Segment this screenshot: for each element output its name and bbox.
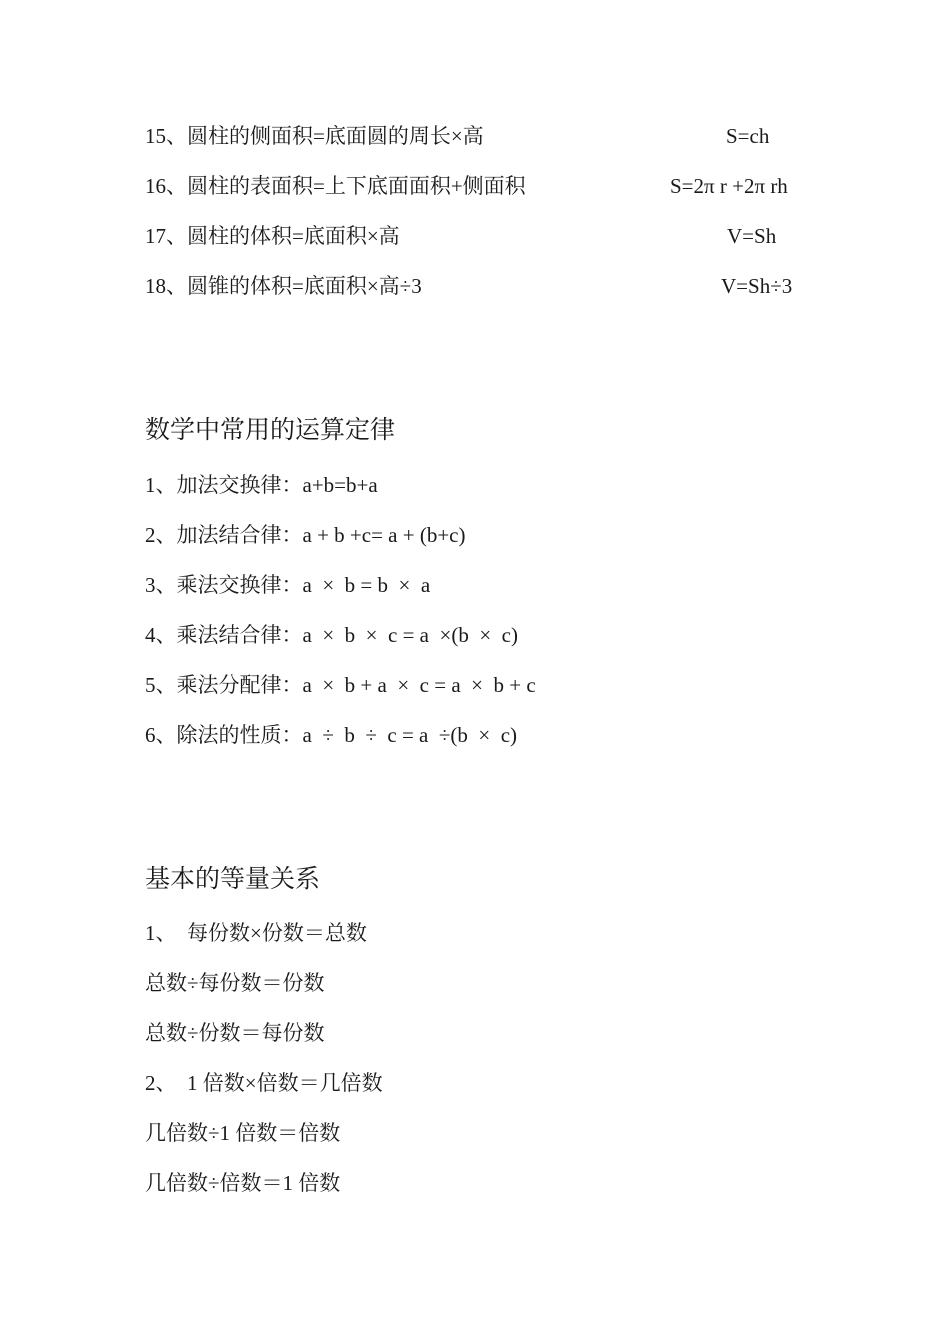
law-item: 1、加法交换律：a+b=b+a xyxy=(145,473,378,497)
formula-expression: V=Sh xyxy=(727,224,777,248)
relation-item: 总数÷份数＝每份数 xyxy=(145,1021,325,1045)
law-item: 4、乘法结合律：a × b × c = a ×(b × c) xyxy=(145,623,518,647)
law-item: 2、加法结合律：a + b +c= a + (b+c) xyxy=(145,523,466,547)
law-item: 5、乘法分配律：a × b + a × c = a × b + c xyxy=(145,673,536,697)
relation-item: 2、 1 倍数×倍数＝几倍数 xyxy=(145,1071,383,1095)
relation-item: 总数÷每份数＝份数 xyxy=(145,971,325,995)
relation-item: 几倍数÷1 倍数＝倍数 xyxy=(145,1121,341,1145)
law-item: 6、除法的性质：a ÷ b ÷ c = a ÷(b × c) xyxy=(145,723,518,747)
law-item: 3、乘法交换律：a × b = b × a xyxy=(145,573,431,597)
formula-expression: S=ch xyxy=(726,124,770,148)
relation-item: 几倍数÷倍数＝1 倍数 xyxy=(145,1171,341,1195)
formula-text: 15、圆柱的侧面积=底面圆的周长×高 xyxy=(145,124,484,148)
relations-heading: 基本的等量关系 xyxy=(145,866,321,893)
laws-heading: 数学中常用的运算定律 xyxy=(145,417,396,444)
relation-item: 1、 每份数×份数＝总数 xyxy=(145,921,367,945)
formula-text: 18、圆锥的体积=底面积×高÷3 xyxy=(145,274,422,298)
formula-text: 17、圆柱的体积=底面积×高 xyxy=(145,224,400,248)
formula-expression: S=2π r +2π rh xyxy=(670,174,788,198)
formula-text: 16、圆柱的表面积=上下底面面积+侧面积 xyxy=(145,174,526,198)
formula-expression: V=Sh÷3 xyxy=(721,274,793,298)
